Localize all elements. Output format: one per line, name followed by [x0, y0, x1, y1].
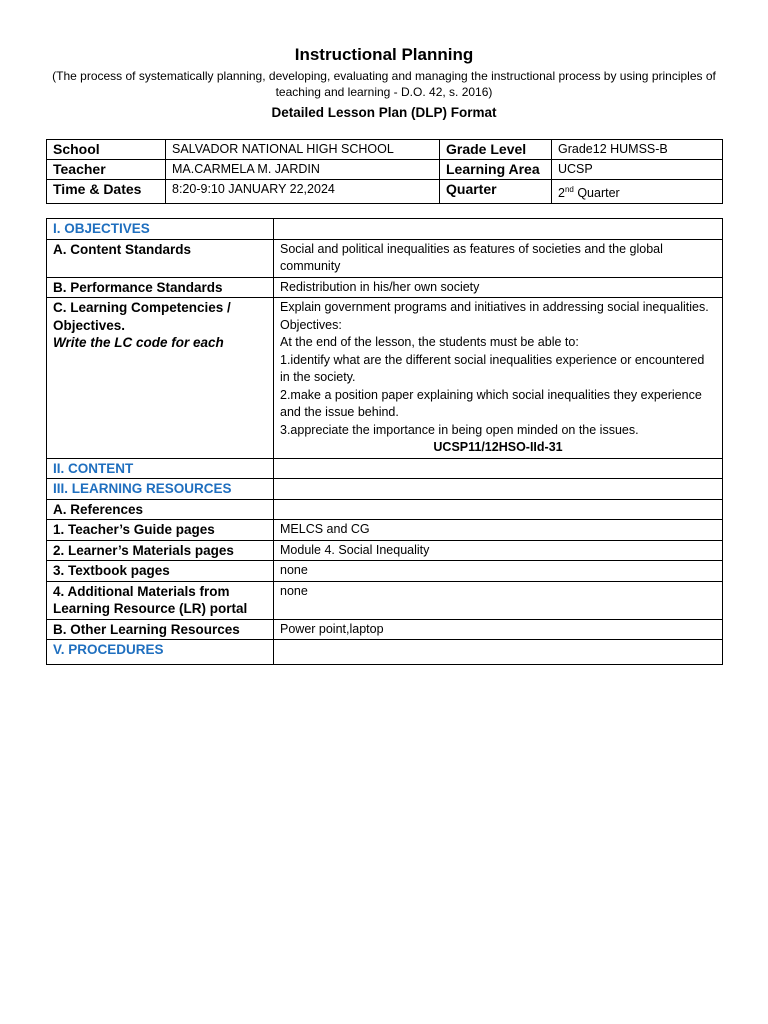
- info-table: [46, 139, 723, 204]
- quarter-number: 2: [558, 186, 565, 201]
- row-textbook: [47, 561, 723, 582]
- objectives-heading: I. OBJECTIVES: [47, 219, 274, 240]
- teachers-guide-label: 1. Teacher’s Guide pages: [47, 520, 274, 541]
- additional-materials-label: [47, 581, 274, 619]
- empty-cell: [274, 499, 723, 520]
- objectives-intro: At the end of the lesson, the students must be able to:: [280, 335, 579, 349]
- row-learners-materials: [47, 540, 723, 561]
- school-value: SALVADOR NATIONAL HIGH SCHOOL: [166, 140, 440, 160]
- quarter-suffix: nd: [564, 185, 574, 194]
- competencies-value: [274, 298, 723, 459]
- row-other-resources: [47, 619, 723, 640]
- textbook-value: none: [274, 561, 723, 582]
- row-performance-standards: [47, 277, 723, 298]
- row-teachers-guide: [47, 520, 723, 541]
- learners-materials-label: 2. Learner’s Materials pages: [47, 540, 274, 561]
- learning-resources-heading: III. LEARNING RESOURCES: [47, 479, 274, 500]
- row-objectives: [47, 219, 723, 240]
- time-label: Time & Dates: [47, 180, 166, 204]
- document-header: [40, 44, 728, 123]
- row-learning-resources: [47, 479, 723, 500]
- page-title: Instructional Planning: [294, 45, 474, 64]
- info-row-school: [47, 140, 723, 160]
- performance-standards-value: Redistribution in his/her own society: [274, 277, 723, 298]
- teacher-value: MA.CARMELA M. JARDIN: [166, 160, 440, 180]
- quarter-label: Quarter: [440, 180, 552, 204]
- content-standards-value: Social and political inequalities as features of societies and the global community: [274, 239, 723, 277]
- other-resources-label: B. Other Learning Resources: [47, 619, 274, 640]
- format-title: Detailed Lesson Plan (DLP) Format: [271, 105, 497, 120]
- performance-standards-label: B. Performance Standards: [47, 277, 274, 298]
- additional-materials-label-line: Learning Resource (LR) portal: [53, 601, 248, 616]
- time-value: 8:20-9:10 JANUARY 22,2024: [166, 180, 440, 204]
- lc-code-instruction: Write the LC code for each: [53, 335, 224, 350]
- area-value: UCSP: [552, 160, 723, 180]
- lesson-plan-table: [46, 218, 723, 665]
- content-heading: II. CONTENT: [47, 458, 274, 479]
- additional-materials-value: none: [274, 581, 723, 619]
- info-row-time: [47, 180, 723, 204]
- objectives-head: Objectives:: [280, 317, 342, 332]
- teachers-guide-value: MELCS and CG: [274, 520, 723, 541]
- row-references: [47, 499, 723, 520]
- learners-materials-value: Module 4. Social Inequality: [274, 540, 723, 561]
- competency-text: Explain government programs and initiatives in addressing social inequalities.: [280, 300, 709, 314]
- competencies-label: [47, 298, 274, 459]
- row-content-standards: [47, 239, 723, 277]
- procedures-heading: V. PROCEDURES: [47, 640, 274, 665]
- row-procedures: [47, 640, 723, 665]
- grade-label: Grade Level: [440, 140, 552, 160]
- empty-cell: [274, 219, 723, 240]
- teacher-label: Teacher: [47, 160, 166, 180]
- other-resources-value: Power point,laptop: [274, 619, 723, 640]
- empty-cell: [274, 479, 723, 500]
- objective-item: 3.appreciate the importance in being open minded on the issues.: [280, 422, 639, 437]
- school-label: School: [47, 140, 166, 160]
- objective-item: 1.identify what are the different social inequalities experience or encountered in the society.: [280, 352, 705, 384]
- area-label: Learning Area: [440, 160, 552, 180]
- lc-code: UCSP11/12HSO-IId-31: [433, 440, 563, 454]
- info-row-teacher: [47, 160, 723, 180]
- row-additional-materials: [47, 581, 723, 619]
- grade-value: Grade12 HUMSS-B: [552, 140, 723, 160]
- objective-item: 2.make a position paper explaining which social inequalities they experience and the issue behind.: [280, 387, 702, 419]
- empty-cell: [274, 458, 723, 479]
- quarter-word: Quarter: [573, 186, 620, 201]
- references-label: A. References: [47, 499, 274, 520]
- competencies-label-line: Objectives.: [53, 317, 126, 333]
- empty-cell: [274, 640, 723, 665]
- quarter-value: [552, 180, 723, 204]
- textbook-label: 3. Textbook pages: [47, 561, 274, 582]
- content-standards-label: A. Content Standards: [47, 239, 274, 277]
- row-competencies: [47, 298, 723, 459]
- competencies-label-line: C. Learning Competencies /: [53, 300, 231, 315]
- page-subtitle: (The process of systematically planning, developing, evaluating and managing the instructional process by using principles of teaching and learning - D.O. 42, s. 2016): [52, 69, 716, 99]
- row-content: [47, 458, 723, 479]
- additional-materials-label-line: 4. Additional Materials from: [53, 583, 230, 599]
